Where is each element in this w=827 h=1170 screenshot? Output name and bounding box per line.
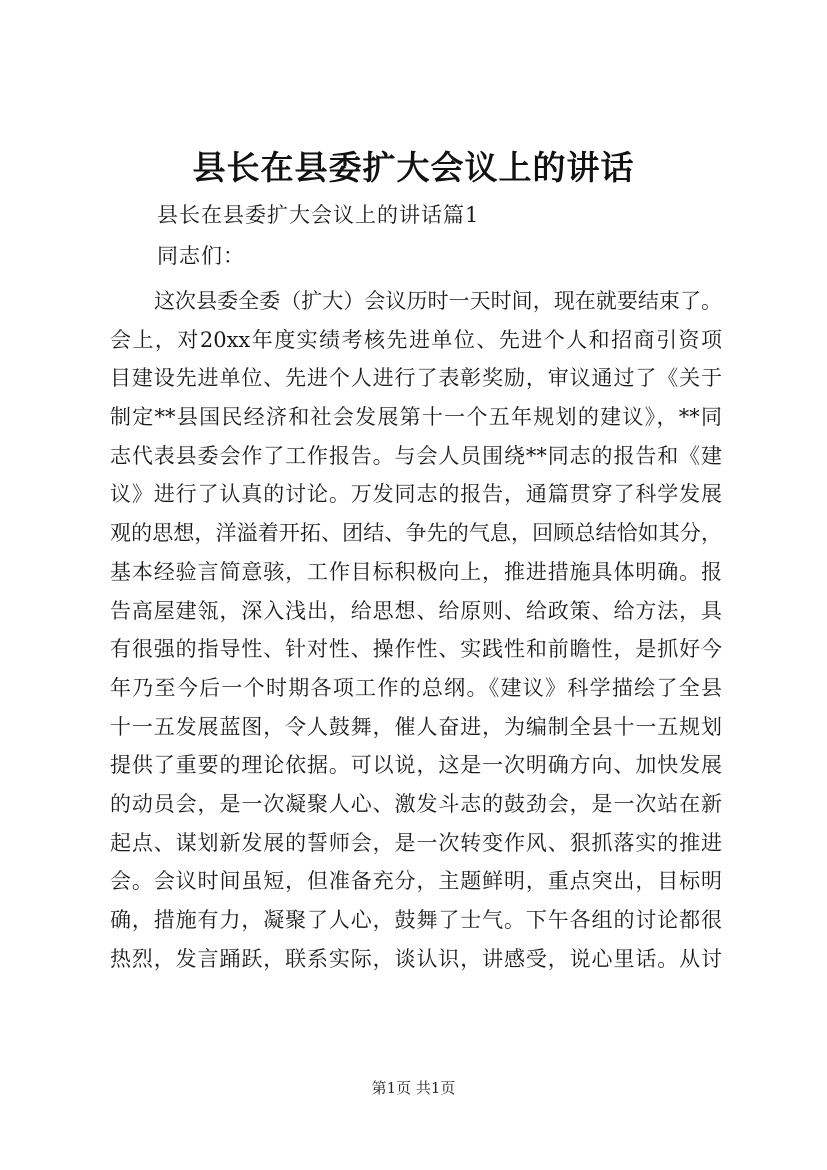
salutation: 同志们： xyxy=(157,244,245,268)
body-line: 年乃至今后一个时期各项工作的总纲。《建议》科学描绘了全县 xyxy=(110,675,722,700)
body-line: 热烈，发言踊跃，联系实际，谈认识，讲感受，说心里话。从讨 xyxy=(110,946,722,971)
body-line: 确，措施有力，凝聚了人心，鼓舞了士气。下午各组的讨论都很 xyxy=(110,908,722,932)
body-line: 的动员会，是一次凝聚人心、激发斗志的鼓劲会，是一次站在新 xyxy=(110,791,722,816)
body-line: 观的思想，洋溢着开拓、团结、争先的气息，回顾总结恰如其分， xyxy=(110,521,722,546)
body-line: 议》进行了认真的讨论。万发同志的报告，通篇贯穿了科学发展 xyxy=(110,482,722,507)
body-line: 制定**县国民经济和社会发展第十一个五年规划的建议》，**同 xyxy=(110,405,722,430)
body-line: 志代表县委会作了工作报告。与会人员围绕**同志的报告和《建 xyxy=(110,443,722,468)
body-line: 十一五发展蓝图，令人鼓舞，催人奋进，为编制全县十一五规划 xyxy=(110,714,722,739)
body-line: 起点、谋划新发展的誓师会，是一次转变作风、狠抓落实的推进 xyxy=(110,830,722,855)
body-line: 有很强的指导性、针对性、操作性、实践性和前瞻性，是抓好今 xyxy=(110,637,722,662)
body-line: 这次县委全委（扩大）会议历时一天时间，现在就要结束了。 xyxy=(154,289,722,313)
page-footer: 第1页 共1页 xyxy=(371,1079,456,1097)
document-subtitle: 县长在县委扩大会议上的讲话篇1 xyxy=(157,203,480,227)
body-line: 目建设先进单位、先进个人进行了表彰奖励，审议通过了《关于 xyxy=(110,366,722,391)
body-line: 基本经验言简意骇，工作目标积极向上，推进措施具体明确。报 xyxy=(110,559,722,584)
body-line: 会。会议时间虽短，但准备充分，主题鲜明，重点突出，目标明 xyxy=(110,869,722,894)
document-title: 县长在县委扩大会议上的讲话 xyxy=(192,148,635,187)
body-text xyxy=(110,282,730,978)
body-line: 告高屋建瓴，深入浅出，给思想、给原则、给政策、给方法，具 xyxy=(110,598,722,623)
body-line: 会上，对20xx年度实绩考核先进单位、先进个人和招商引资项 xyxy=(110,327,722,352)
body-line: 提供了重要的理论依据。可以说，这是一次明确方向、加快发展 xyxy=(110,753,722,778)
